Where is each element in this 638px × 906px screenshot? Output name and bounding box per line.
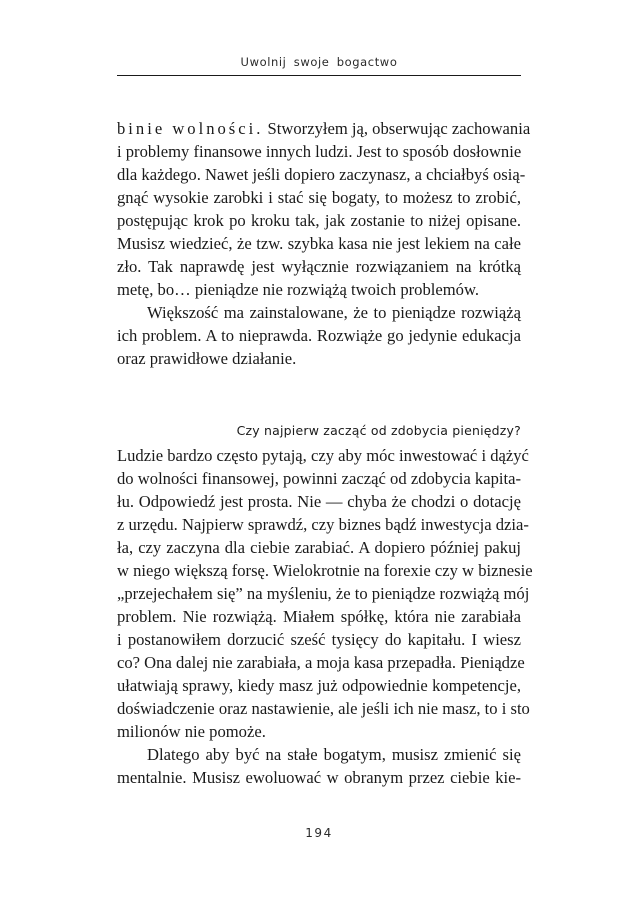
text-line: Musisz wiedzieć, że tzw. szybka kasa nie jest lekiem na całe	[117, 234, 521, 253]
text-line: doświadczenie oraz nastawienie, ale jeśli ich nie masz, to i sto	[117, 699, 530, 718]
text-line: metę, bo… pieniądze nie rozwiążą twoich problemów.	[117, 280, 480, 299]
text-line: dla każdego. Nawet jeśli dopiero zaczynasz, a chciałbyś osią-	[117, 165, 526, 184]
text-line: ich problem. A to nieprawda. Rozwiąże go jedynie edukacja	[117, 326, 521, 345]
text-line: zło. Tak naprawdę jest wyłącznie rozwiązaniem na krótką	[117, 257, 521, 276]
spaced-lead-text: binie wolności.	[117, 119, 264, 138]
text-line: w niego większą forsę. Wielokrotnie na forexie czy w biznesie	[117, 561, 533, 580]
text-line: problem. Nie rozwiążą. Miałem spółkę, która nie zarabiała	[117, 607, 521, 626]
text-line: do wolności finansowej, powinni zacząć od zdobycia kapita-	[117, 469, 521, 488]
text-line: i problemy finansowe innych ludzi. Jest to sposób dosłownie	[117, 142, 522, 161]
text-line: oraz prawidłowe działanie.	[117, 349, 297, 368]
text-line: Większość ma zainstalowane, że to pieniądze rozwiążą	[147, 303, 521, 322]
text-run: Stworzyłem ją, obserwując zachowania	[263, 119, 531, 138]
running-header: Uwolnij swoje bogactwo	[240, 55, 398, 69]
text-line: ła, czy zaczyna dla ciebie zarabiać. A dopiero później pakuj	[117, 538, 521, 557]
text-line: gnąć wysokie zarobki i stać się bogaty, to możesz to zrobić,	[117, 188, 521, 207]
text-line: „przejechałem się” na myśleniu, że to pieniądze rozwiążą mój	[117, 584, 530, 603]
text-line: i postanowiłem dorzucić sześć tysięcy do kapitału. I wiesz	[117, 630, 521, 649]
text-line: Dlatego aby być na stałe bogatym, musisz zmienić się	[147, 745, 521, 764]
text-line: ułatwiają sprawy, kiedy masz już odpowiednie kompetencje,	[117, 676, 521, 695]
text-line: z urzędu. Najpierw sprawdź, czy biznes bądź inwestycja dzia-	[117, 515, 529, 534]
header-rule	[117, 75, 521, 76]
text-line: mentalnie. Musisz ewoluować w obranym przez ciebie kie-	[117, 768, 521, 787]
text-line	[117, 119, 531, 139]
section-heading: Czy najpierw zacząć od zdobycia pieniędzy?	[236, 423, 521, 438]
page-number: 194	[305, 826, 333, 840]
text-line: Ludzie bardzo często pytają, czy aby móc inwestować i dążyć	[117, 446, 529, 465]
text-line: postępując krok po kroku tak, jak zostanie to niżej opisane.	[117, 211, 521, 230]
text-line: milionów nie pomoże.	[117, 722, 266, 741]
text-line: co? Ona dalej nie zarabiała, a moja kasa przepadła. Pieniądze	[117, 653, 525, 672]
text-line: łu. Odpowiedź jest prosta. Nie — chyba że chodzi o dotację	[117, 492, 521, 511]
